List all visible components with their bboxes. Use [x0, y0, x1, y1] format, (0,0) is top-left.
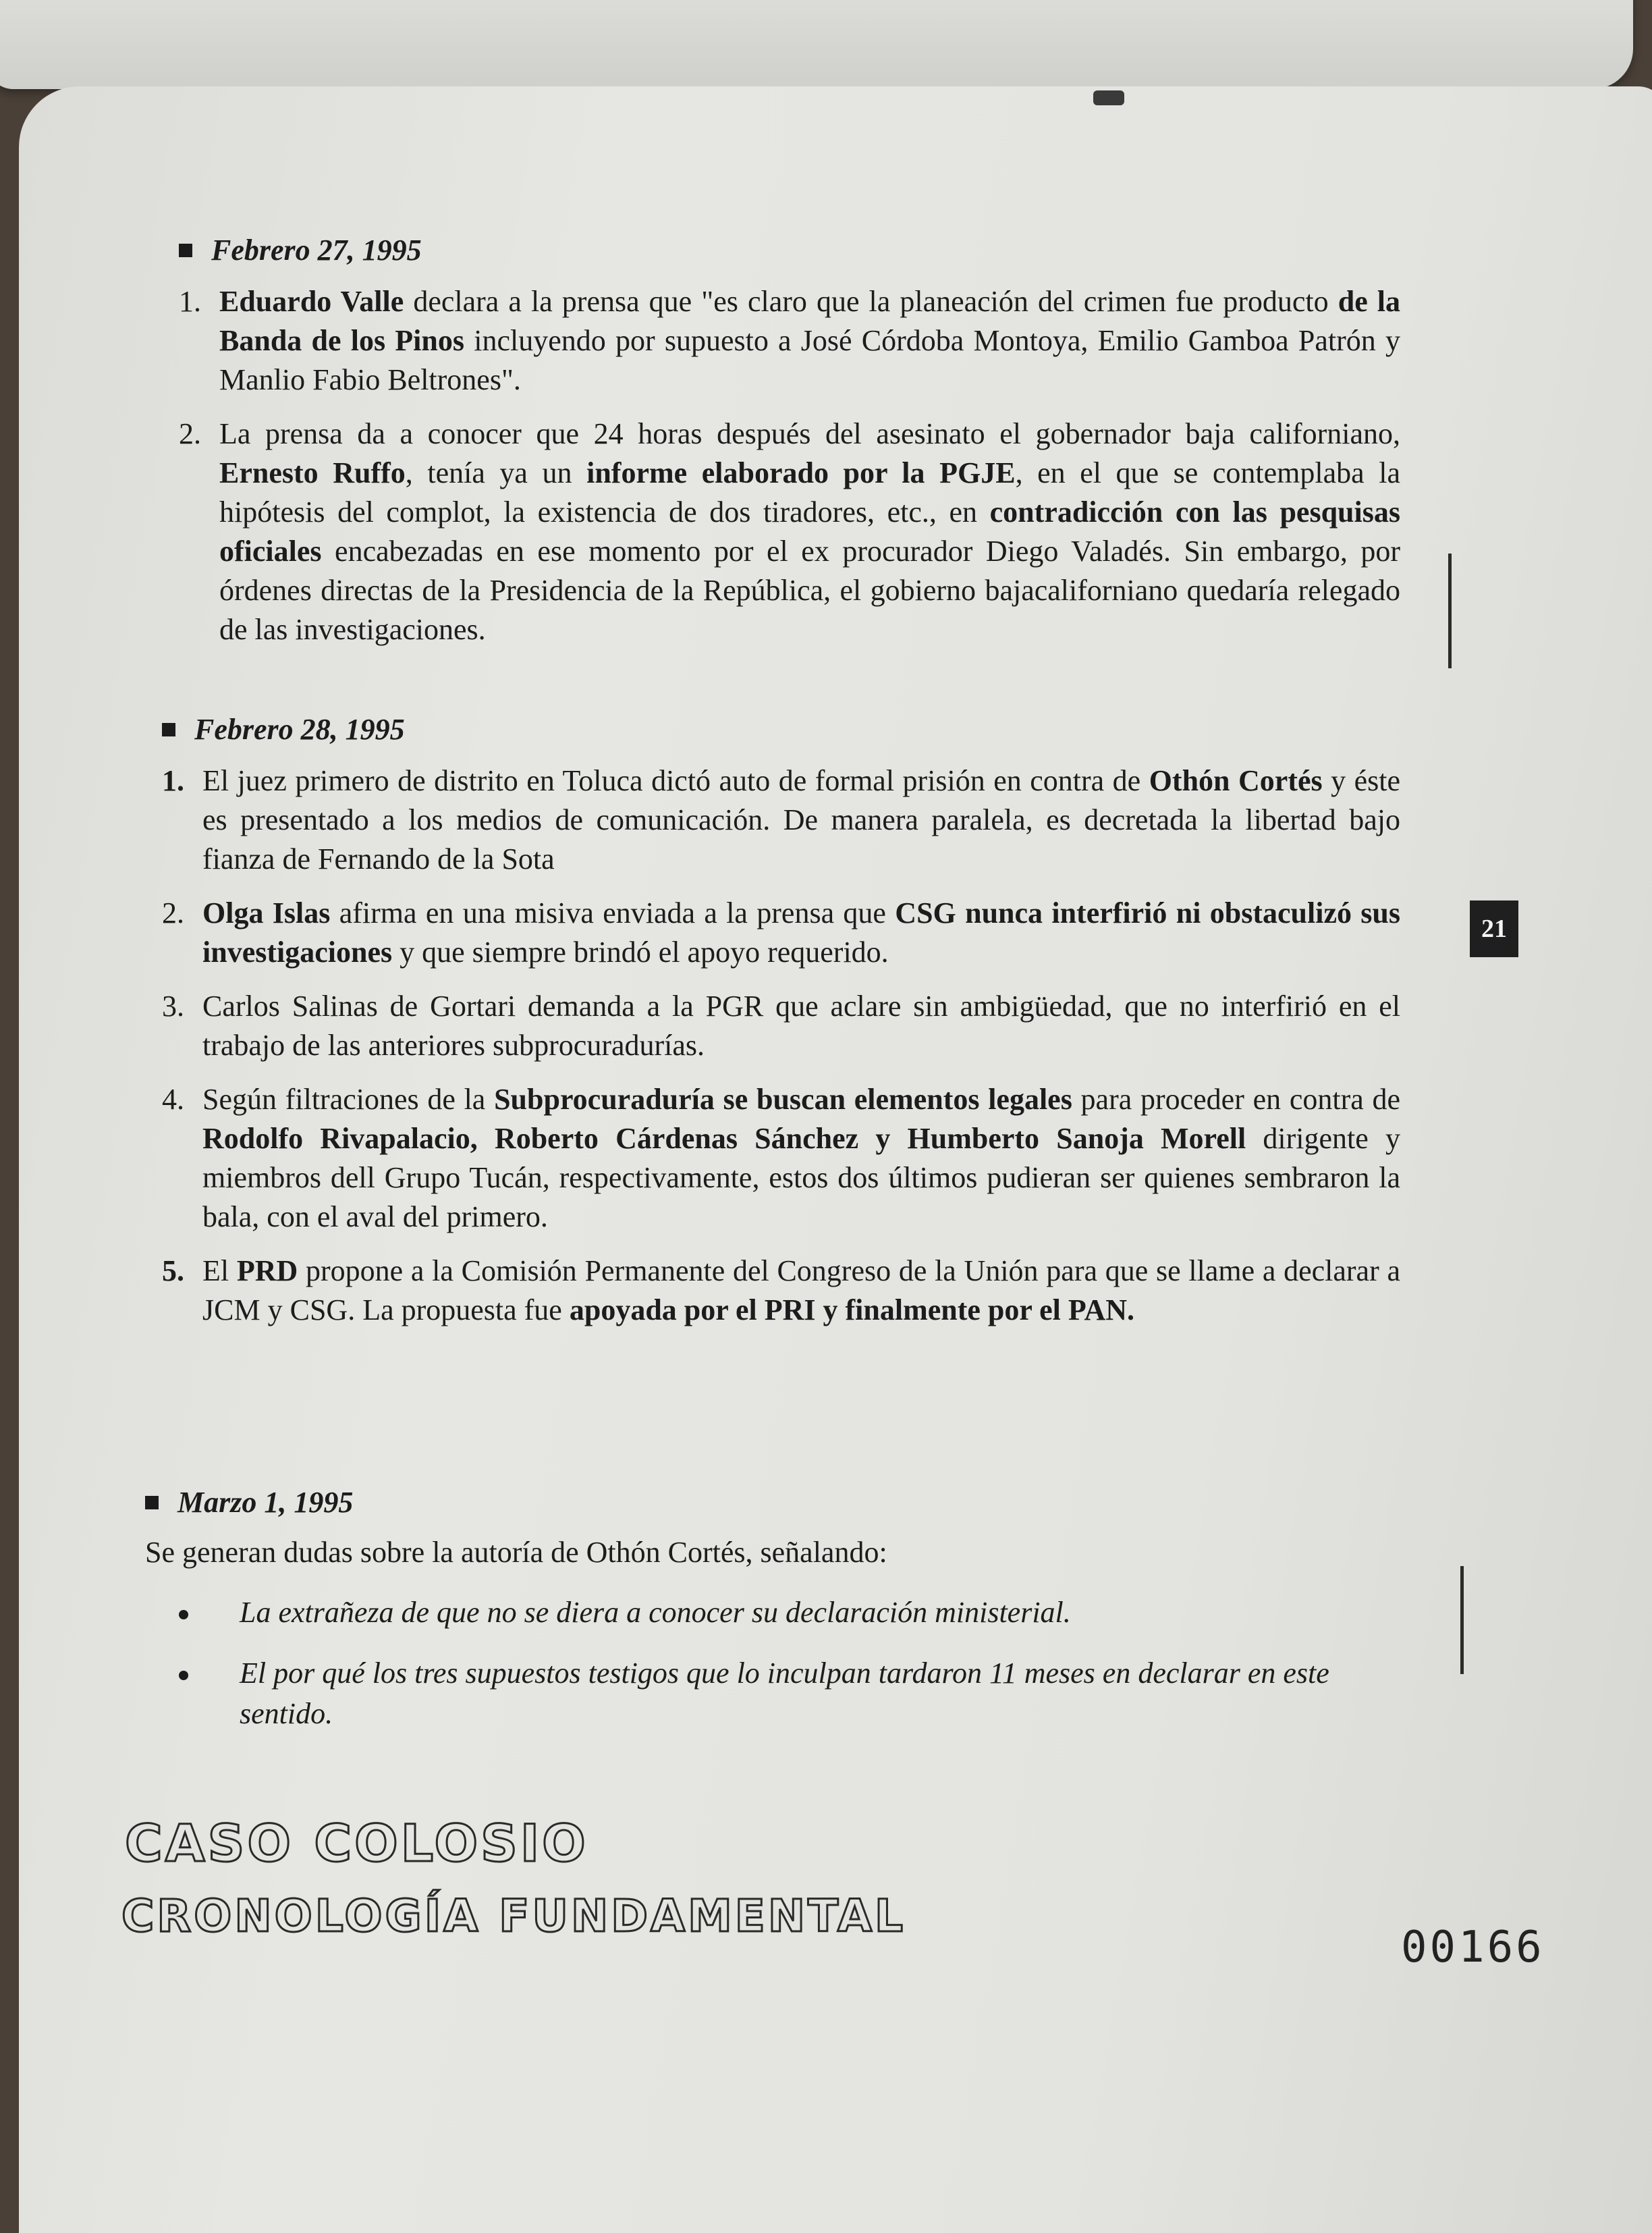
text-segment: incluyendo por supuesto a José Córdoba Montoya, Emilio Gamboa Patrón y Manlio Fabio Beltrones".: [219, 324, 1400, 396]
footer-subtitle: CRONOLOGÍA FUNDAMENTAL: [121, 1890, 906, 1942]
text-segment: declara a la prensa que "es claro que la planeación del crimen fue producto: [404, 285, 1338, 318]
text-segment: y éste es presentado a los medios de comunicación. De manera paralela, es decretada la libertad bajo fianza de Fernando de la Sota: [202, 764, 1400, 876]
previous-page-edge: [0, 0, 1633, 89]
item-text: [202, 1083, 1400, 1233]
bold-text-segment: Othón Cortés: [1149, 764, 1323, 797]
section-heading: [162, 712, 1400, 747]
list-item: [162, 894, 1400, 972]
section-date: Marzo 1, 1995: [177, 1486, 354, 1519]
text-segment: Según filtraciones de la: [202, 1083, 495, 1116]
item-number: 2.: [179, 417, 201, 450]
text-segment: encabezadas en ese momento por el ex procurador Diego Valadés. Sin embargo, por órdenes directas de la Presidencia de la República, el gobierno bajacaliforniano quedaría relegado de las investigaciones.: [219, 535, 1400, 646]
item-number: 2.: [162, 896, 184, 930]
text-segment: La prensa da a conocer que 24 horas después del asesinato el gobernador baja californiano,: [219, 417, 1400, 450]
section-febrero-28: [162, 712, 1400, 1330]
list-item: [162, 987, 1400, 1065]
list-item: [162, 1080, 1400, 1237]
item-number: 1.: [162, 764, 184, 797]
item-number: 4.: [162, 1083, 184, 1116]
document-code: 00166: [1401, 1922, 1545, 1972]
bold-text-segment: PRD: [236, 1254, 298, 1287]
section-date: Febrero 28, 1995: [194, 713, 405, 746]
square-bullet-icon: [162, 723, 175, 736]
text-segment: propone a la Comisión Permanente del Congreso de la Unión para que se llame a declarar a JCM y CSG. La propuesta fue: [202, 1254, 1400, 1326]
list-item: [145, 1653, 1427, 1734]
text-segment: dirigente y miembros dell Grupo Tucán, respectivamente, estos dos últimos pudieran ser quienes sembraron la bala, con el aval del primero.: [202, 1122, 1400, 1233]
text-segment: El juez primero de distrito en Toluca dictó auto de formal prisión en contra de: [202, 764, 1149, 797]
text-segment: para proceder en contra de: [1072, 1083, 1400, 1116]
list-item: [145, 1592, 1427, 1633]
list-item: [162, 761, 1400, 879]
bullet-dot-icon: [179, 1671, 188, 1680]
text-segment: , tenía ya un: [405, 456, 587, 489]
text-segment: afirma en una misiva enviada a la prensa que: [330, 896, 896, 930]
text-segment: , en el que se contemplaba la hipótesis del complot, la existencia de dos tiradores, etc., en: [219, 456, 1400, 529]
bold-text-segment: de la Banda de los Pinos: [219, 285, 1401, 357]
text-segment: y que siempre brindó el apoyo requerido.: [392, 936, 889, 969]
text-segment: Carlos Salinas de Gortari demanda a la PGR que aclare sin ambigüedad, que no interfirió en el trabajo de las anteriores subprocuradurías.: [202, 990, 1400, 1062]
item-text: [219, 285, 1400, 396]
bold-text-segment: Subprocuraduría se buscan elementos legales: [494, 1083, 1072, 1116]
bold-text-segment: informe elaborado por la PGJE: [586, 456, 1016, 489]
item-text: [202, 764, 1400, 876]
bold-text-segment: contradicción con las pesquisas oficiales: [219, 495, 1401, 568]
square-bullet-icon: [145, 1496, 159, 1509]
item-number: 1.: [179, 285, 201, 318]
bold-text-segment: Ernesto Ruffo: [219, 456, 406, 489]
list-item: [179, 414, 1400, 649]
section-intro: Se generan dudas sobre la autoría de Othón Cortés, señalando:: [145, 1536, 887, 1569]
margin-mark: [1460, 1566, 1464, 1674]
section-febrero-27: [179, 233, 1400, 649]
section-marzo-1: [145, 1485, 1427, 1734]
section-heading: [179, 233, 1400, 267]
item-text: [202, 990, 1400, 1062]
text-segment: El: [202, 1254, 237, 1287]
bullet-text: El por qué los tres supuestos testigos que lo inculpan tardaron 11 meses en declarar en este sentido.: [240, 1657, 1329, 1730]
section-heading: [145, 1485, 1427, 1519]
square-bullet-icon: [179, 244, 192, 257]
footer-title: CASO COLOSIO: [125, 1813, 588, 1873]
item-text: [202, 896, 1400, 969]
item-text: [202, 1254, 1400, 1326]
bold-text-segment: apoyada por el PRI y finalmente por el PAN.: [569, 1293, 1135, 1326]
item-number: 5.: [162, 1254, 184, 1287]
item-number: 3.: [162, 990, 184, 1023]
section-date: Febrero 27, 1995: [211, 234, 422, 267]
bold-text-segment: Olga Islas: [202, 896, 331, 930]
bold-text-segment: CSG nunca interfirió ni obstaculizó sus investigaciones: [202, 896, 1401, 969]
binding-clip: [1093, 90, 1124, 105]
bullet-text: La extrañeza de que no se diera a conocer su declaración ministerial.: [240, 1596, 1071, 1629]
list-item: [179, 282, 1400, 400]
item-text: [219, 417, 1400, 646]
bold-text-segment: Rodolfo Rivapalacio, Roberto Cárdenas Sánchez y Humberto Sanoja Morell: [202, 1122, 1246, 1155]
margin-mark: [1448, 554, 1452, 668]
bullet-dot-icon: [179, 1610, 188, 1619]
page-number-badge: 21: [1470, 900, 1518, 957]
bold-text-segment: Eduardo Valle: [219, 285, 404, 318]
list-item: [162, 1252, 1400, 1330]
